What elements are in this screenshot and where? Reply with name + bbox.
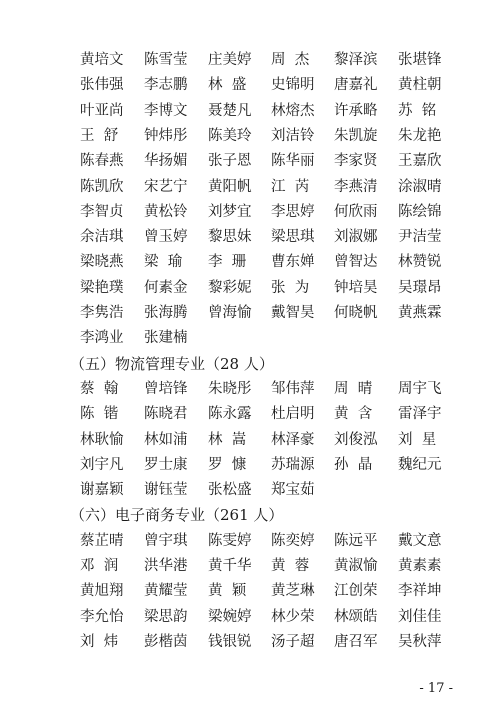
student-name: 黄柱朝: [398, 77, 442, 93]
student-name: 魏纪元: [398, 457, 442, 473]
page-number: - 17 -: [419, 681, 453, 696]
name-row: [0, 200, 493, 224]
student-name: 陈晓君: [144, 406, 188, 422]
student-name: 雷泽宇: [398, 406, 442, 422]
student-name: 林如浦: [144, 432, 188, 448]
student-name: 陈远平: [334, 533, 378, 549]
student-name: 蔡 翰: [80, 381, 119, 397]
name-row: [0, 377, 493, 401]
name-row: [0, 428, 493, 452]
student-name: 吴秋萍: [398, 634, 442, 650]
student-name: 吴璟昂: [398, 280, 442, 296]
student-name: 梁晓燕: [80, 254, 124, 270]
student-name: 李智贞: [80, 204, 124, 220]
student-name: 邓 润: [80, 558, 119, 574]
student-name: 周宇飞: [398, 381, 442, 397]
student-name: 王 舒: [80, 128, 119, 144]
student-name: 陈 锴: [80, 406, 119, 422]
student-name: 史锦明: [271, 77, 315, 93]
name-row: [0, 250, 493, 274]
student-name: 刘佳佳: [398, 609, 442, 625]
student-name: 梁艳璞: [80, 280, 124, 296]
student-name: 苏 铭: [398, 103, 437, 119]
student-name: 何素金: [144, 280, 188, 296]
student-name: 周 晴: [334, 381, 373, 397]
name-row: [0, 175, 493, 199]
student-name: 汤子超: [271, 634, 315, 650]
student-name: 黄旭翔: [80, 583, 124, 599]
student-name: 聂楚凡: [208, 103, 252, 119]
student-name: 陈华丽: [271, 153, 315, 169]
student-name: 叶亚尚: [80, 103, 124, 119]
name-row: [0, 149, 493, 173]
student-name: 李家贤: [334, 153, 378, 169]
student-name: 张海腾: [144, 305, 188, 321]
student-name: 梁婉婷: [208, 609, 252, 625]
student-name: 黄阳帆: [208, 179, 252, 195]
student-name: 钟炜彤: [144, 128, 188, 144]
name-row: [0, 225, 493, 249]
student-name: 王嘉欣: [398, 153, 442, 169]
name-row: [0, 326, 493, 350]
student-name: 戴文意: [398, 533, 442, 549]
name-row: [0, 402, 493, 426]
student-name: 李志鹏: [144, 77, 188, 93]
student-name: 陈美玲: [208, 128, 252, 144]
student-name: 梁 瑜: [144, 254, 183, 270]
student-name: 邹伟萍: [271, 381, 315, 397]
student-name: 黄 蓉: [271, 558, 310, 574]
student-name: 黄 含: [334, 406, 373, 422]
student-name: 黄芝琳: [271, 583, 315, 599]
student-name: 张松盛: [208, 482, 252, 498]
student-name: 黄素素: [398, 558, 442, 574]
student-name: 黄松铃: [144, 204, 188, 220]
student-name: 谢钰莹: [144, 482, 188, 498]
student-name: 刘淑娜: [334, 229, 378, 245]
student-name: 许承略: [334, 103, 378, 119]
student-name: 钟培昊: [334, 280, 378, 296]
student-name: 杜启明: [271, 406, 315, 422]
name-row: [0, 276, 493, 300]
section-heading: （六）电子商务专业（261 人）: [70, 506, 284, 524]
student-name: 黄培文: [80, 52, 124, 68]
student-name: 谢嘉颖: [80, 482, 124, 498]
student-name: 苏瑞源: [271, 457, 315, 473]
student-name: 梁思韵: [144, 609, 188, 625]
student-name: 林泽豪: [271, 432, 315, 448]
student-name: 陈雪莹: [144, 52, 188, 68]
student-name: 唐召军: [334, 634, 378, 650]
student-name: 朱凯旋: [334, 128, 378, 144]
name-row: [0, 301, 493, 325]
name-row: [0, 478, 493, 502]
student-name: 林少荣: [271, 609, 315, 625]
student-name: 林赞锐: [398, 254, 442, 270]
student-name: 林 嵩: [208, 432, 247, 448]
name-row: [0, 99, 493, 123]
student-name: 庄美婷: [208, 52, 252, 68]
name-row: [0, 48, 493, 72]
student-name: 刘梦宜: [208, 204, 252, 220]
student-name: 黄千华: [208, 558, 252, 574]
student-name: 李 珊: [208, 254, 247, 270]
student-name: 李博文: [144, 103, 188, 119]
student-name: 黄燕霖: [398, 305, 442, 321]
student-name: 黄耀莹: [144, 583, 188, 599]
student-name: 黎泽滨: [334, 52, 378, 68]
student-name: 李燕清: [334, 179, 378, 195]
student-name: 周 杰: [271, 52, 310, 68]
student-name: 曾培锋: [144, 381, 188, 397]
student-name: 刘俊泓: [334, 432, 378, 448]
student-name: 刘 星: [398, 432, 437, 448]
student-name: 何欣雨: [334, 204, 378, 220]
student-name: 尹洁莹: [398, 229, 442, 245]
student-name: 江 芮: [271, 179, 310, 195]
student-name: 宋艺宁: [144, 179, 188, 195]
student-name: 戴智昊: [271, 305, 315, 321]
student-name: 梁思琪: [271, 229, 315, 245]
student-name: 张建楠: [144, 330, 188, 346]
student-name: 陈绘锦: [398, 204, 442, 220]
student-name: 林熔杰: [271, 103, 315, 119]
student-name: 李鸿业: [80, 330, 124, 346]
student-name: 钱银锐: [208, 634, 252, 650]
name-row: [0, 529, 493, 553]
student-name: 何晓帆: [334, 305, 378, 321]
student-name: 余洁琪: [80, 229, 124, 245]
name-row: [0, 605, 493, 629]
student-name: 蔡芷晴: [80, 533, 124, 549]
student-name: 朱龙艳: [398, 128, 442, 144]
student-name: 华扬媚: [144, 153, 188, 169]
section-heading: （五）物流管理专业（28 人）: [70, 355, 274, 373]
student-name: 张 为: [271, 280, 310, 296]
student-name: 陈永露: [208, 406, 252, 422]
student-name: 彭楷茵: [144, 634, 188, 650]
student-name: 林耿愉: [80, 432, 124, 448]
student-name: 洪华港: [144, 558, 188, 574]
student-name: 郑宝茹: [271, 482, 315, 498]
student-name: 罗士康: [144, 457, 188, 473]
student-name: 张伟强: [80, 77, 124, 93]
name-row: [0, 73, 493, 97]
student-name: 罗 慷: [208, 457, 247, 473]
student-name: 刘 炜: [80, 634, 119, 650]
name-row: [0, 124, 493, 148]
student-name: 陈雯婷: [208, 533, 252, 549]
student-name: 曾海愉: [208, 305, 252, 321]
student-name: 李祥坤: [398, 583, 442, 599]
student-name: 刘宇凡: [80, 457, 124, 473]
name-row: [0, 453, 493, 477]
student-name: 张子恩: [208, 153, 252, 169]
student-name: 唐嘉礼: [334, 77, 378, 93]
student-name: 陈凯欣: [80, 179, 124, 195]
student-name: 李思婷: [271, 204, 315, 220]
student-name: 黄淑愉: [334, 558, 378, 574]
student-name: 江创荣: [334, 583, 378, 599]
student-name: 黄 颖: [208, 583, 247, 599]
student-name: 曾智达: [334, 254, 378, 270]
student-name: 林颂皓: [334, 609, 378, 625]
student-name: 朱晓彤: [208, 381, 252, 397]
student-name: 黎彩妮: [208, 280, 252, 296]
student-name: 陈春燕: [80, 153, 124, 169]
student-name: 曾宇琪: [144, 533, 188, 549]
student-name: 李隽浩: [80, 305, 124, 321]
student-name: 黎思妹: [208, 229, 252, 245]
student-name: 曾玉婷: [144, 229, 188, 245]
student-name: 曹东婵: [271, 254, 315, 270]
student-name: 陈奕婷: [271, 533, 315, 549]
student-name: 涂淑晴: [398, 179, 442, 195]
name-row: [0, 579, 493, 603]
student-name: 刘洁铃: [271, 128, 315, 144]
name-row: [0, 554, 493, 578]
student-name: 林 盛: [208, 77, 247, 93]
student-name: 张堪锋: [398, 52, 442, 68]
name-row: [0, 630, 493, 654]
student-name: 李允怡: [80, 609, 124, 625]
student-name: 孙 晶: [334, 457, 373, 473]
